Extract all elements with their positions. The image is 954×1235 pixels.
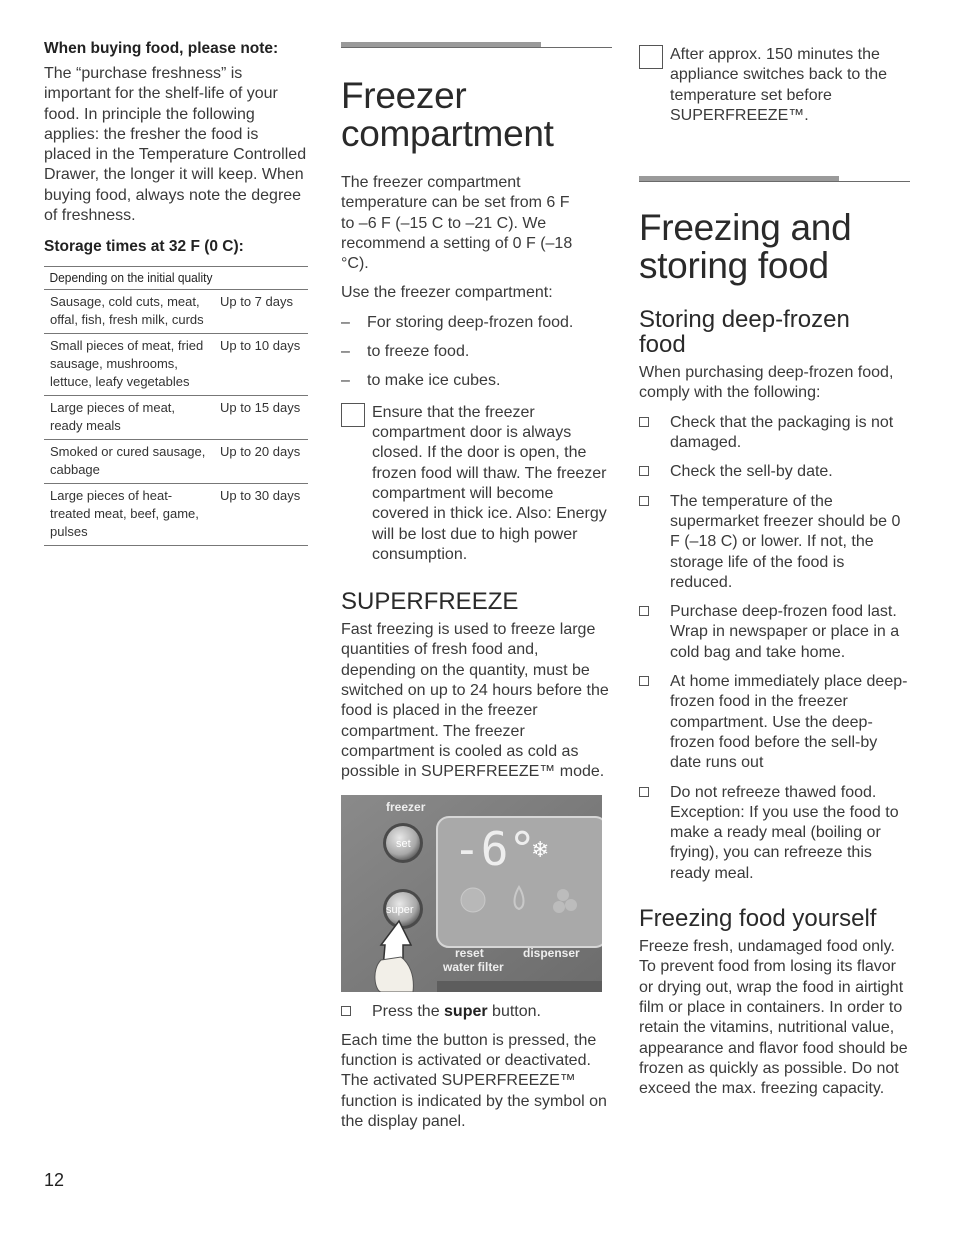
table-row (44, 334, 308, 396)
table-cell-time: Up to 30 days (214, 484, 308, 546)
table-cell-food: Large pieces of heat-treated meat, beef, game, pulses (44, 484, 214, 546)
super-button-label: super (386, 903, 414, 916)
list-item-text: The temperature of the supermarket freezer should be 0 F (–18 C) or lower. If not, the storage life of the food is reduced. (670, 492, 901, 591)
section-rule (341, 42, 612, 52)
list-item (341, 371, 612, 391)
ice-icon (461, 888, 485, 912)
list-item (341, 342, 612, 362)
set-button-label: set (396, 837, 411, 850)
checkbox-bullet-icon (639, 676, 649, 686)
freezing-yourself-text: Freeze fresh, undamaged food only. To prevent food from losing its flavor or drying out, wrap the food in airtight film or place in containers. In order to retain the vitamins, nutritional value, appearance and flavor food should be frozen as quickly as possible. Do not exceed the max. freezing capacity. (639, 938, 908, 1098)
deep-intro: When purchasing deep-frozen food, comply with the following: (639, 364, 894, 402)
superfreeze-snowflake-icon: ❄ (531, 837, 550, 863)
freezer-intro: The freezer compartment temperature can be set from 6 F to –6 F (–15 C to –21 C). We recommend a setting of 0 F (–18 °C). (341, 174, 573, 273)
storing-deep-frozen-title: Storing deep-frozen food (639, 306, 850, 359)
use-intro: Use the freezer compartment: (341, 284, 553, 302)
storage-heading: Storage times at 32 F (0 C): (44, 238, 244, 256)
panel-label-dispenser: dispenser (523, 945, 580, 960)
freezing-yourself-title: Freezing food yourself (639, 905, 877, 933)
press-prefix: Press the (372, 1002, 445, 1020)
list-item (341, 313, 612, 333)
checkbox-bullet-icon (341, 1006, 351, 1016)
control-panel-illustration (341, 795, 602, 992)
checkbox-bullet-icon (639, 466, 649, 476)
freezing-storing-title: Freezing and storing food (639, 207, 852, 287)
freezer-compartment-title: Freezer compartment (341, 75, 554, 154)
checkbox-bullet-icon (639, 496, 649, 506)
table-cell-time: Up to 20 days (214, 440, 308, 484)
checkbox-bullet-icon (639, 417, 649, 427)
page-number: 12 (44, 1170, 65, 1190)
note-icon (341, 403, 365, 427)
temperature-display: -6° (453, 821, 537, 876)
list-item (639, 672, 910, 773)
checkbox-bullet-icon (639, 787, 649, 797)
note-text: Ensure that the freezer compartment door is always closed. If the door is open, the frozen food will thaw. The freezer compartment will become covered in thick ice. Also: Energy will be lost due to high power consumption. (372, 403, 607, 563)
list-item-text: At home immediately place deep-frozen food in the freezer compartment. Use the deep-frozen food before the sell-by date runs out (670, 673, 908, 772)
list-item (341, 1002, 612, 1022)
list-item (639, 783, 910, 884)
table-row (44, 290, 308, 334)
note-text: After approx. 150 minutes the appliance switches back to the temperature set before SUPERFREEZE™. (670, 46, 888, 124)
list-item-text: Check the sell-by date. (670, 463, 833, 481)
note-switch-back (639, 45, 932, 126)
list-item (639, 492, 910, 593)
column-left (44, 40, 308, 546)
buying-text: The “purchase freshness” is important for the shelf-life of your food. In principle the following applies: the fresher the food is placed in the Temperature Controlled Drawer, the longer it will keep. When buying food, always note the degree of freshness. (44, 65, 307, 225)
dash-bullet: – (341, 342, 350, 360)
list-item-text: Purchase deep-frozen food last. Wrap in newspaper or place in a cold bag and take home. (670, 603, 900, 661)
storage-table (44, 266, 308, 546)
table-header: Depending on the initial quality (44, 267, 287, 290)
superfreeze-title: SUPERFREEZE (341, 588, 519, 616)
toggle-text: Each time the button is pressed, the function is activated or deactivated. The activated SUPERFREEZE™ function is indicated by the symbol on the display panel. (341, 1031, 607, 1131)
list-item-text: to make ice cubes. (367, 371, 501, 389)
list-item-text: Check that the packaging is not damaged. (670, 413, 894, 452)
note-door-closed (341, 403, 612, 565)
list-item (639, 602, 910, 663)
note-icon (639, 45, 663, 69)
table-row (44, 484, 308, 546)
press-suffix: button. (487, 1002, 541, 1020)
table-cell-time: Up to 15 days (214, 396, 308, 440)
table-cell-time: Up to 10 days (214, 334, 308, 396)
table-cell-food: Small pieces of meat, fried sausage, mushrooms, lettuce, leafy vegetables (44, 334, 214, 396)
list-item (639, 413, 910, 454)
cubes-icon (557, 889, 569, 901)
table-row (44, 440, 308, 484)
table-header-row (44, 267, 308, 290)
panel-label-water-filter: water filter (443, 959, 504, 974)
press-bold: super (444, 1002, 488, 1020)
panel-label-freezer: freezer (386, 799, 426, 814)
table-cell-food: Large pieces of meat, ready meals (44, 396, 214, 440)
table-cell-food: Sausage, cold cuts, meat, offal, fish, fresh milk, curds (44, 290, 214, 334)
table-cell-time: Up to 7 days (214, 290, 308, 334)
list-item (639, 462, 910, 482)
list-item-text: to freeze food. (367, 342, 470, 360)
column-middle (341, 42, 612, 1141)
dash-bullet: – (341, 371, 350, 389)
list-item-text: For storing deep-frozen food. (367, 313, 574, 331)
section-rule (639, 176, 910, 186)
control-panel-image (341, 795, 602, 992)
table-cell-food: Smoked or cured sausage, cabbage (44, 440, 214, 484)
list-item-text: Do not refreeze thawed food. Exception: If you use the food to make a ready meal (boiling or frying), you can refreeze this ready meal. (670, 783, 899, 882)
column-right (639, 45, 910, 1108)
panel-label-reset: reset (455, 945, 484, 960)
dash-bullet: – (341, 313, 350, 331)
buying-heading: When buying food, please note: (44, 40, 279, 57)
table-row (44, 396, 308, 440)
superfreeze-text: Fast freezing is used to freeze large quantities of fresh food and, depending on the quantity, must be switched on up to 24 hours before the food is placed in the freezer compartment. The freezer compartment is cooled as cold as possible in SUPERFREEZE™ mode. (341, 621, 609, 781)
checkbox-bullet-icon (639, 606, 649, 616)
